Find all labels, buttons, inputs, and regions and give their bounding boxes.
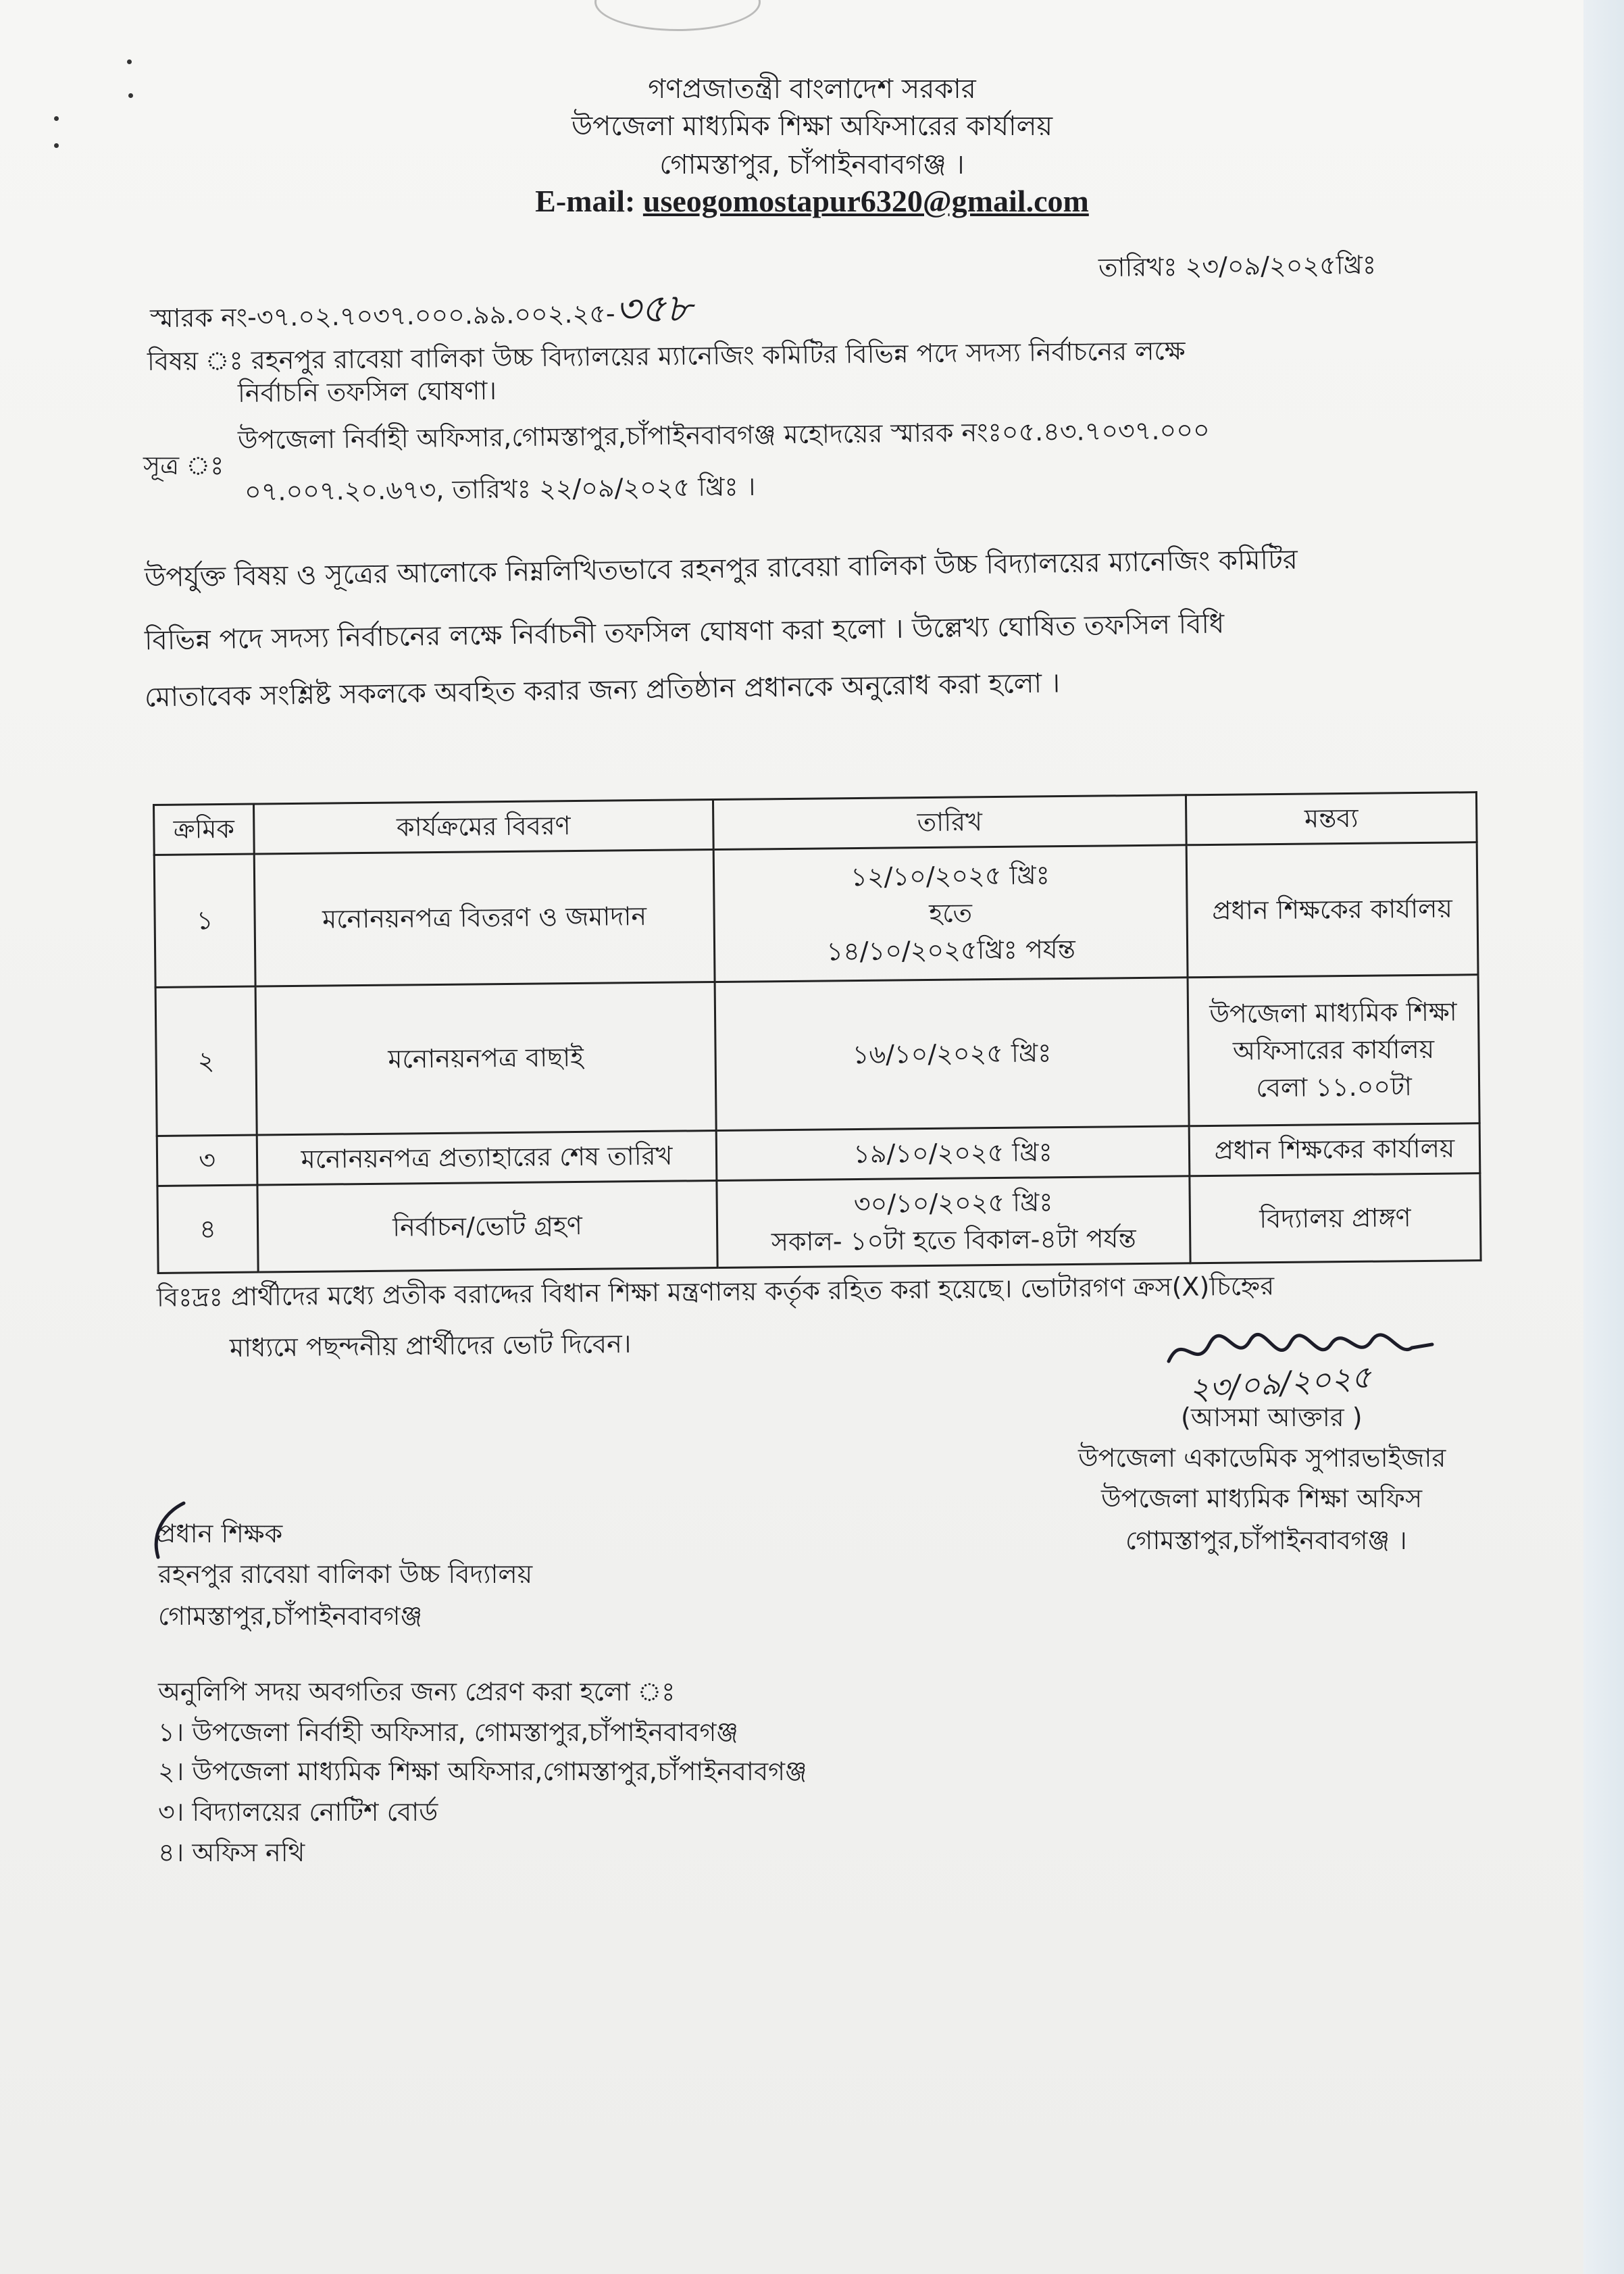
body-paragraph-line: বিভিন্ন পদে সদস্য নির্বাচনের লক্ষে নির্বাচনী তফসিল ঘোষণা করা হলো । উল্লেখ্য ঘোষিত তফসিল বিধি (144, 608, 1225, 657)
date-line: সকাল- ১০টা হতে বিকাল-৪টা পর্যন্ত (771, 1223, 1136, 1257)
activity-cell: নির্বাচন/ভোট গ্রহণ (257, 1181, 717, 1273)
remarks-cell (1186, 842, 1478, 978)
remark-line: প্রধান শিক্ষকের কার্যালয় (1212, 893, 1453, 926)
remark-line: অফিসারের কার্যালয় (1232, 1034, 1435, 1066)
date-line: ৩০/১০/২০২৫ খ্রিঃ (853, 1187, 1053, 1219)
body-paragraph-line: মোতাবেক সংশ্লিষ্ট সকলকে অবহিত করার জন্য প্রতিষ্ঠান প্রধানকে অনুরোধ করা হলো । (144, 667, 1061, 713)
header-remarks: মন্তব্য (1186, 792, 1477, 845)
table-row (154, 842, 1478, 988)
date-line: ১৬/১০/২০২৫ খ্রিঃ (852, 1038, 1052, 1070)
partial-stamp-mark (594, 0, 761, 31)
memo-date: তারিখঃ ২৩/০৯/২০২৫খ্রিঃ (1098, 249, 1377, 283)
email-address: useogomostapur6320@gmail.com (642, 184, 1089, 218)
source-line-continued: ০৭.০০৭.২০.৬৭৩, তারিখঃ ২২/০৯/২০২৫ খ্রিঃ । (244, 472, 756, 507)
remark-line: প্রধান শিক্ষকের কার্যালয় (1214, 1133, 1455, 1166)
punch-mark (127, 59, 132, 64)
recipient-title: প্রধান শিক্ষক (157, 1519, 283, 1548)
remarks-cell (1188, 975, 1479, 1126)
header-location: গোমস্তাপুর, চাঁপাইনবাবগঞ্জ । (659, 149, 965, 180)
remarks-cell (1190, 1173, 1481, 1263)
date-line: হতে (929, 898, 973, 929)
memo-reference (150, 285, 692, 338)
header-office: উপজেলা মাধ্যমিক শিক্ষা অফিসারের কার্যালয় (571, 111, 1053, 142)
note-line-continued: মাধ্যমে পছন্দনীয় প্রার্থীদের ভোট দিবেন। (229, 1328, 632, 1363)
page-edge-background (1583, 0, 1624, 2274)
date-line: ১৯/১০/২০২৫ খ্রিঃ (853, 1137, 1052, 1169)
remark-line: বেলা ১১.০০টা (1256, 1071, 1413, 1103)
remark-line: উপজেলা মাধ্যমিক শিক্ষা (1209, 996, 1457, 1029)
serial-cell: ৪ (157, 1185, 258, 1273)
copies-heading: অনুলিপি সদয় অবগতির জন্য প্রেরণ করা হলো ঃ (158, 1677, 676, 1707)
recipient-location: গোমস্তাপুর,চাঁপাইনবাবগঞ্জ (158, 1601, 423, 1631)
recipient-school: রহনপুর রাবেয়া বালিকা উচ্চ বিদ্যালয় (158, 1559, 533, 1589)
subject-line-continued: নির্বাচনি তফসিল ঘোষণা। (237, 375, 497, 409)
header-serial: ক্রমিক (154, 804, 255, 855)
date-line: ১২/১০/২০২৫ খ্রিঃ (851, 860, 1050, 892)
header-activity: কার্যক্রমের বিবরণ (254, 800, 714, 855)
signatory-title: উপজেলা একাডেমিক সুপারভাইজার (1078, 1443, 1446, 1473)
punch-mark (54, 143, 59, 148)
header-date: তারিখ (713, 795, 1186, 850)
date-cell (717, 1176, 1190, 1268)
copy-item: ৪। অফিস নথি (158, 1838, 305, 1867)
memo-handwritten-number: ৩৫৮ (615, 284, 692, 332)
remarks-cell (1189, 1123, 1480, 1176)
remark-line: বিদ্যালয় প্রাঙ্গণ (1259, 1202, 1411, 1234)
email-label: E-mail: (535, 184, 636, 218)
copy-item: ৩। বিদ্যালয়ের নোটিশ বোর্ড (158, 1797, 438, 1827)
note-line: বিঃদ্রঃ প্রার্থীদের মধ্যে প্রতীক বরাদ্দের বিধান শিক্ষা মন্ত্রণালয় কর্তৃক রহিত করা হয়েছে। ভোটারগণ ক্রস(X)চিহ্নের (156, 1271, 1275, 1313)
table-row (155, 975, 1479, 1136)
activity-cell: মনোনয়নপত্র বিতরণ ও জমাদান (254, 850, 715, 987)
copy-item: ২। উপজেলা মাধ্যমিক শিক্ষা অফিসার,গোমস্তাপুর,চাঁপাইনবাবগঞ্জ (158, 1757, 807, 1786)
source-label: সূত্র ঃ (143, 451, 224, 480)
date-line: ১৪/১০/২০২৫খ্রিঃ পর্যন্ত (826, 934, 1076, 967)
serial-cell: ১ (154, 854, 255, 987)
table-row (157, 1173, 1481, 1273)
signature-date: ২৩/০৯/২০২৫ (1188, 1358, 1373, 1408)
signatory-name: (আসমা আক্তার ) (1181, 1403, 1363, 1432)
header-email-line (0, 182, 1624, 220)
memo-reference-number: স্মারক নং-৩৭.০২.৭০৩৭.০০০.৯৯.০০২.২৫- (149, 298, 615, 334)
serial-cell: ৩ (157, 1135, 257, 1186)
body-paragraph-line: উপর্যুক্ত বিষয় ও সূত্রের আলোকে নিম্নলিখিতভাবে রহনপুর রাবেয়া বালিকা উচ্চ বিদ্যালয়ের ম্যানেজিং কমিটির (144, 544, 1298, 594)
date-cell (716, 1126, 1190, 1181)
election-schedule-table (153, 791, 1482, 1274)
activity-cell: মনোনয়নপত্র প্রত্যাহারের শেষ তারিখ (257, 1131, 717, 1186)
signatory-location: গোমস্তাপুর,চাঁপাইনবাবগঞ্জ । (1125, 1525, 1407, 1555)
date-cell (715, 978, 1189, 1131)
activity-cell: মনোনয়নপত্র বাছাই (255, 982, 716, 1136)
date-cell (713, 845, 1188, 982)
serial-cell: ২ (155, 986, 257, 1136)
copy-item: ১। উপজেলা নির্বাহী অফিসার, গোমস্তাপুর,চাঁপাইনবাবগঞ্জ (158, 1717, 738, 1747)
header-government: গণপ্রজাতন্ত্রী বাংলাদেশ সরকার (648, 74, 976, 105)
source-line: উপজেলা নির্বাহী অফিসার,গোমস্তাপুর,চাঁপাইনবাবগঞ্জ মহোদয়ের স্মারক নংঃ০৫.৪৩.৭০৩৭.০০০ (237, 415, 1210, 455)
subject-line: বিষয় ঃ রহনপুর রাবেয়া বালিকা উচ্চ বিদ্যালয়ের ম্যানেজিং কমিটির বিভিন্ন পদে সদস্য নির্বাচনের লক্ষে (147, 335, 1186, 377)
signatory-office: উপজেলা মাধ্যমিক শিক্ষা অফিস (1101, 1484, 1423, 1513)
